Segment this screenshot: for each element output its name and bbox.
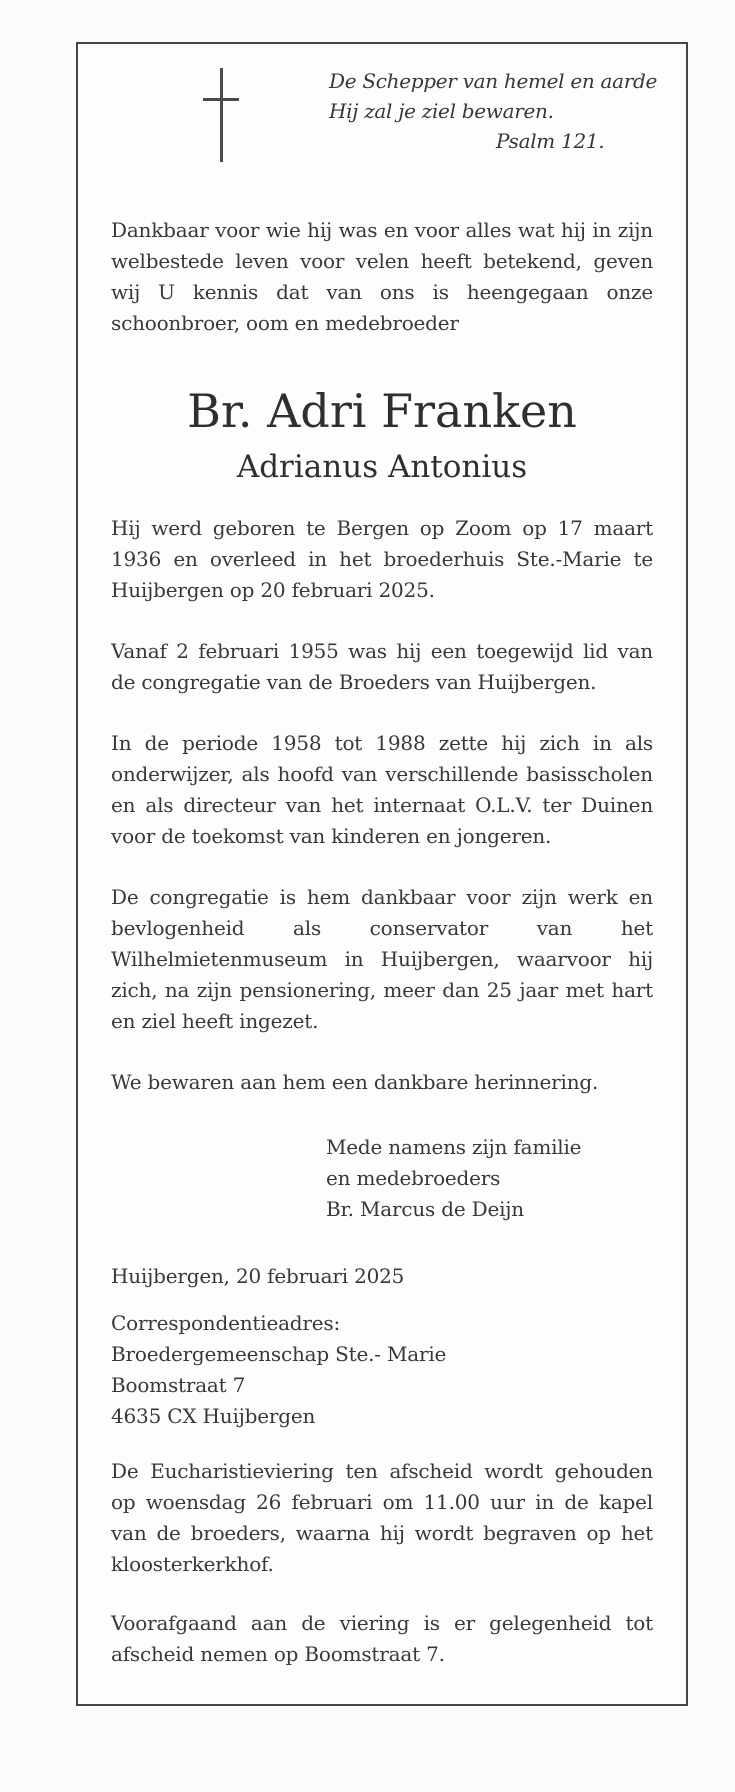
congregation-paragraph: Vanaf 2 februari 1955 was hij een toegewijd lid van de congregatie van de Broeders van Huijbergen.: [111, 639, 653, 694]
signature-block: [326, 1132, 653, 1225]
life-paragraph: Hij werd geboren te Bergen op Zoom op 17 maart 1936 en overleed in het broederhuis Ste.-Marie te Huijbergen op 20 februari 2025.: [111, 516, 653, 602]
correspondence-line: Boomstraat 7: [111, 1373, 246, 1397]
cross-icon: [201, 68, 241, 162]
epigraph-line: Hij zal je ziel bewaren.: [329, 99, 554, 123]
deceased-name: Br. Adri Franken: [187, 384, 577, 438]
correspondence-block: [111, 1308, 653, 1432]
epigraph-line: De Schepper van hemel en aarde: [329, 69, 658, 93]
correspondence-label: Correspondentieadres:: [111, 1311, 341, 1335]
obituary-header: [111, 60, 658, 188]
correspondence-line: 4635 CX Huijbergen: [111, 1404, 316, 1428]
career-paragraph: In de periode 1958 tot 1988 zette hij zich in als onderwijzer, als hoofd van verschillende basisscholen en als directeur van het internaat O.L.V. ter Duinen voor de toekomst van kinderen en jongeren.: [111, 731, 653, 848]
dateline: Huijbergen, 20 februari 2025: [111, 1264, 405, 1288]
cross-vertical-bar: [220, 68, 223, 162]
museum-paragraph: De congregatie is hem dankbaar voor zijn werk en bevlogenheid als conservator van het Wilhelmietenmuseum in Huijbergen, waarvoor hij zich, na zijn pensionering, meer dan 25 jaar met hart en ziel heeft ingezet.: [111, 885, 653, 1033]
epigraph-attribution: Psalm 121.: [496, 129, 605, 153]
signature-line: en medebroeders: [326, 1166, 501, 1190]
epigraph: [329, 66, 657, 156]
correspondence-line: Broedergemeenschap Ste.- Marie: [111, 1342, 447, 1366]
deceased-full-name: Adrianus Antonius: [236, 449, 528, 485]
memory-paragraph: We bewaren aan hem een dankbare herinnering.: [111, 1070, 599, 1094]
obituary-card: [76, 42, 688, 1706]
signature-line: Mede namens zijn familie: [326, 1135, 582, 1159]
cross-horizontal-bar: [203, 98, 239, 101]
signature-line: Br. Marcus de Deijn: [326, 1197, 524, 1221]
farewell-paragraph: Voorafgaand aan de viering is er gelegenheid tot afscheid nemen op Boomstraat 7.: [111, 1611, 653, 1666]
announcement-paragraph: Dankbaar voor wie hij was en voor alles wat hij in zijn welbestede leven voor velen heeft betekend, geven wij U kennis dat van ons is heengegaan onze schoonbroer, oom en medebroeder: [111, 218, 653, 335]
service-paragraph: De Eucharistieviering ten afscheid wordt gehouden op woensdag 26 februari om 11.00 uur in de kapel van de broeders, waarna hij wordt begraven op het kloosterkerkhof.: [111, 1459, 653, 1576]
